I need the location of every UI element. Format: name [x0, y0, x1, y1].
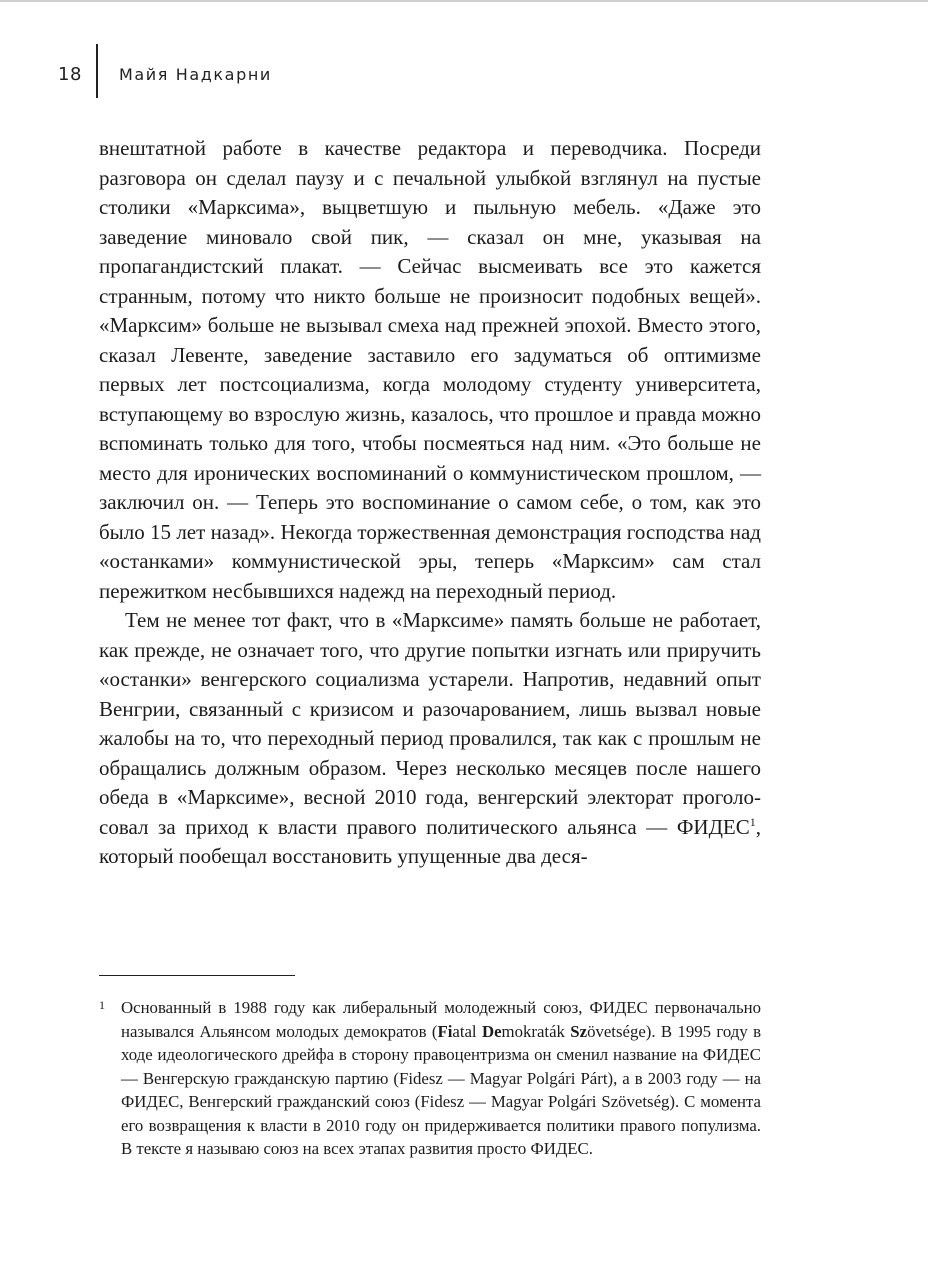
- footnote-bold-sz: Sz: [570, 1021, 588, 1041]
- header-divider: [96, 44, 98, 98]
- footnote-text-part-4: övetsége). В 1995 году в ходе идеологического дрейфа в сторону правоцентризма он сменил название на ФИДЕС — Венгерскую гражданскую партию (Fidesz — Magyar Polgári Párt), а в 2003 году — на ФИДЕС, Венгерский гражданский союз (Fidesz — Magyar Polgári Szövetség). С момента его возвращения к власти в 2010 году он придерживается политики правого популизма. В тексте я называю союз на всех этапах развития просто ФИДЕС.: [121, 1021, 762, 1158]
- footnote-bold-de: De: [481, 1021, 502, 1041]
- footnote-bold-fi: Fi: [437, 1021, 453, 1041]
- footnote-text-part-1: Основанный в 1988 году как либеральный молодежный союз, ФИДЕС первоначально назывался Альянсом молодых демократов (: [121, 998, 761, 1041]
- footnote-marker: 1: [99, 998, 105, 1012]
- footnote-text-part-3: mokraták: [501, 1021, 571, 1041]
- footnote-separator: [99, 975, 295, 976]
- body-paragraph-1: внештатной работе в качестве редактора и переводчика. Посреди разговора он сделал паузу и с печальной улыбкой взглянул на пустые столики «Марксима», выцветшую и пыльную мебель. «Даже это заведение миновало свой пик, — сказал он мне, указывая на пропагандистский плакат. — Сейчас высмеивать все это кажется странным, потому что никто больше не произносит подобных вещей». «Марксим» больше не вызывал смеха над прежней эпохой. Вместо этого, сказал Левенте, заведение заставило его задуматься об оптимизме первых лет постсоциализма, когда молодому студенту университета, вступающему во взрослую жизнь, казалось, что прошлое и правда можно вспоминать только для того, чтобы посмеяться над ним. «Это больше не место для иронических воспоминаний о коммунистическом прошлом, — заключил он. — Теперь это воспоминание о самом себе, о том, как это было 15 лет назад». Некогда торжественная демонстрация господства над «останками» коммунистической эры, теперь «Марксим» сам стал пережитком несбывшихся надежд на переходный период.: [99, 136, 761, 603]
- footnote-text-part-2: atal: [452, 1021, 482, 1041]
- page-number: 18: [58, 64, 82, 85]
- page-top-edge: [0, 0, 928, 2]
- main-text: [99, 134, 761, 872]
- body-paragraph-2-end: , который пообещал восстановить упущенные два деся-: [99, 814, 761, 868]
- footnote-text: [121, 996, 761, 1161]
- footnote: [99, 996, 761, 1161]
- running-header-author: Майя Надкарни: [119, 65, 272, 84]
- body-paragraph-2: [99, 606, 761, 872]
- body-paragraph-2-text: Тем не менее тот факт, что в «Марксиме» память больше не работает, как прежде, не означает того, что другие попытки изгнать или приручить «останки» венгерского социализма устарели. Напротив, недавний опыт Венгрии, связанный с кризисом и разочарованием, лишь вызвал новые жалобы на то, что переходный период провалился, так как с прошлым не обращались должным образом. Через несколько месяцев после нашего обеда в «Марксиме», весной 2010 года, венгерский электорат проголосовал за приход к власти правого политического альянса — ФИДЕС: [99, 608, 761, 839]
- running-header: [0, 40, 928, 100]
- footnote-reference[interactable]: 1: [749, 814, 756, 829]
